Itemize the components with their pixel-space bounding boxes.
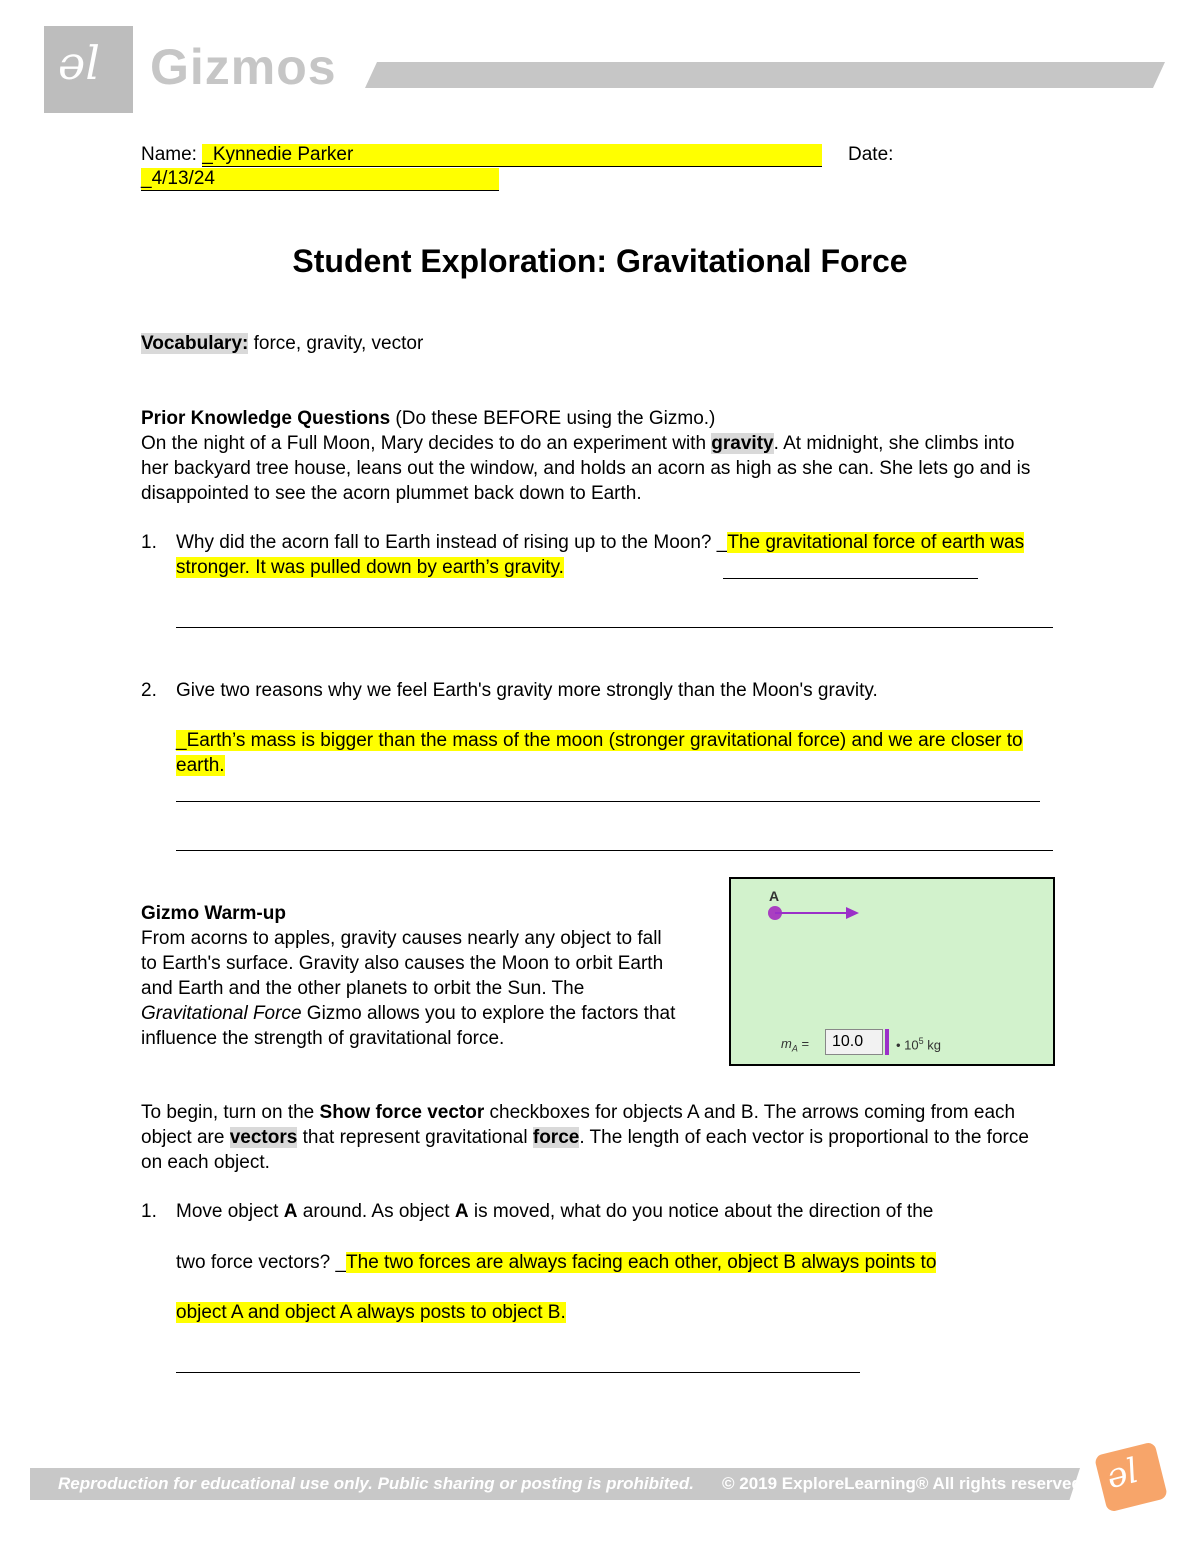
mass-slider-handle[interactable] <box>885 1029 889 1055</box>
vocabulary-terms: force, gravity, vector <box>248 333 424 354</box>
begin-text-2: checkboxes for objects A and B. The arrows coming from each object are <box>141 1102 1016 1148</box>
page-title: Student Exploration: Gravitational Force <box>292 243 908 279</box>
mass-equals: = <box>801 1036 810 1051</box>
explorelearning-logo <box>44 26 133 113</box>
pk-question-2-number: 2. <box>141 680 157 701</box>
object-a-ref: A <box>283 1201 298 1222</box>
warmup-heading: Gizmo Warm-up <box>141 903 286 924</box>
object-a-label: A <box>769 888 780 904</box>
mass-unit-exponent: 5 <box>918 1036 924 1046</box>
object-a-ref-2: A <box>454 1201 469 1222</box>
mass-input[interactable]: 10.0 <box>825 1029 883 1055</box>
warmup-answer-1-cont: object A and object A always posts to object B. <box>176 1302 566 1323</box>
name-row <box>141 142 822 167</box>
mass-subscript: A <box>791 1043 798 1054</box>
warmup-text-continued: Gizmo allows you to explore the factors that influence the strength of gravitational force. <box>141 1003 676 1049</box>
q1-text-3: is moved, what do you notice about the direction of the <box>468 1201 934 1222</box>
pk-answer-1: The gravitational force of earth was stronger. It was pulled down by earth’s gravity. <box>176 532 1025 578</box>
explorelearning-footer-logo <box>1094 1441 1168 1512</box>
warmup-answer-1: The two forces are always facing each other, object B always points to <box>346 1252 937 1273</box>
vocabulary-label: Vocabulary: <box>141 333 249 354</box>
intro-text: On the night of a Full Moon, Mary decides to do an experiment with <box>141 433 712 454</box>
logo-glyph: əl <box>58 36 100 90</box>
vocab-term-force: force <box>532 1127 580 1148</box>
warmup-question-1-number: 1. <box>141 1201 157 1222</box>
prior-knowledge <box>141 406 1061 506</box>
q1-text: Move object <box>176 1201 284 1222</box>
warmup-question-1-cont <box>176 1250 936 1275</box>
vocab-term-gravity: gravity <box>711 433 774 454</box>
force-vector-arrowhead <box>846 907 859 919</box>
warmup-answer-1-cont-row <box>176 1300 566 1325</box>
pk-question-1-number: 1. <box>141 532 157 553</box>
pk-question-1 <box>176 530 1056 580</box>
header-bar <box>365 62 1165 88</box>
vocabulary <box>141 331 423 356</box>
footer-notice: Reproduction for educational use only. Public sharing or posting is prohibited. <box>58 1474 694 1493</box>
name-value: _Kynnedie Parker <box>202 144 822 167</box>
intro-text-continued: . At midnight, she climbs into her backyard tree house, leans out the window, and holds an acorn as high as she can. She lets go and is disappointed to see the acorn plummet back down to Earth. <box>141 433 1031 504</box>
pk-question-1-text: Why did the acorn fall to Earth instead of rising up to the Moon? _ <box>176 532 728 553</box>
mass-symbol: m <box>781 1036 792 1051</box>
answer-line <box>176 850 1053 851</box>
date-row <box>141 166 499 191</box>
prior-knowledge-heading <box>141 406 1061 431</box>
mass-unit-kg: kg <box>923 1037 941 1053</box>
mass-label <box>781 1036 809 1054</box>
pk-answer-2: _Earth’s mass is bigger than the mass of the moon (stronger gravitational force) and we are closer to earth. <box>176 730 1023 776</box>
warmup-intro <box>141 901 681 1051</box>
mass-unit-prefix: • 10 <box>896 1037 919 1053</box>
q1-text-4: two force vectors? _ <box>176 1252 347 1273</box>
answer-line <box>176 1372 860 1373</box>
sim-canvas <box>731 879 1053 1064</box>
date-value: _4/13/24 <box>141 168 499 191</box>
gizmo-name: Gravitational Force <box>141 1003 302 1024</box>
pk-question-2-text: Give two reasons why we feel Earth's gravity more strongly than the Moon's gravity. <box>176 680 878 701</box>
footer-copyright: © 2019 ExploreLearning® All rights reserved <box>722 1474 1082 1493</box>
pk-answer-2-block <box>176 728 1061 778</box>
prior-knowledge-intro <box>141 431 1041 506</box>
begin-text-4: . The length of each vector is proportional to the force on each object. <box>141 1127 1029 1173</box>
answer-line <box>723 578 978 579</box>
mass-unit <box>896 1036 941 1052</box>
begin-paragraph <box>141 1100 1051 1175</box>
begin-text-3: that represent gravitational <box>297 1127 533 1148</box>
gizmos-wordmark: Gizmos <box>150 39 337 95</box>
show-force-vector-label: Show force vector <box>319 1102 485 1123</box>
answer-line <box>176 801 1040 802</box>
answer-line <box>176 627 1053 628</box>
warmup-question-1 <box>176 1199 933 1224</box>
date-label: Date: <box>848 144 894 165</box>
vocab-term-vectors: vectors <box>229 1127 298 1148</box>
prior-knowledge-title: Prior Knowledge Questions <box>141 408 391 429</box>
gizmo-screenshot <box>729 877 1055 1066</box>
warmup-text: From acorns to apples, gravity causes nearly any object to fall to Earth's surface. Gravity also causes the Moon to orbit Earth and Earth and the other planets to orbit the Sun. The <box>141 928 664 999</box>
q1-text-2: around. As object <box>297 1201 455 1222</box>
name-label: Name: <box>141 144 197 165</box>
prior-knowledge-note: (Do these BEFORE using the Gizmo.) <box>390 408 716 429</box>
footer-logo-glyph: əl <box>1102 1450 1143 1498</box>
begin-text: To begin, turn on the <box>141 1102 320 1123</box>
